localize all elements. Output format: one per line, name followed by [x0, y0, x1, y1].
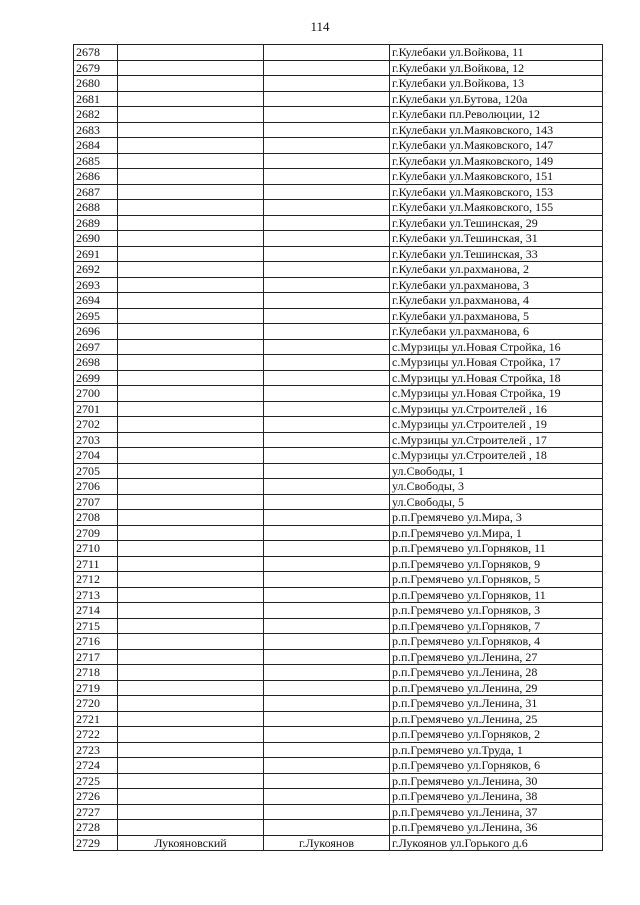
table-row [74, 448, 603, 464]
address-cell: с.Мурзицы ул.Строителей , 16 [390, 401, 603, 417]
row-number-cell: 2710 [74, 541, 118, 557]
city-cell [264, 246, 390, 262]
city-cell [264, 339, 390, 355]
row-number-cell: 2712 [74, 572, 118, 588]
row-number-cell: 2682 [74, 107, 118, 123]
table-row [74, 246, 603, 262]
row-number-cell: 2688 [74, 200, 118, 216]
address-cell: г.Кулебаки ул.рахманова, 2 [390, 262, 603, 278]
city-cell [264, 665, 390, 681]
address-cell: р.п.Гремячево ул.Ленина, 28 [390, 665, 603, 681]
row-number-cell: 2697 [74, 339, 118, 355]
table-row [74, 215, 603, 231]
row-number-cell: 2702 [74, 417, 118, 433]
city-cell [264, 727, 390, 743]
address-cell: г.Кулебаки ул.Тешинская, 31 [390, 231, 603, 247]
row-number-cell: 2687 [74, 184, 118, 200]
table-row [74, 587, 603, 603]
district-cell [118, 680, 264, 696]
district-cell [118, 215, 264, 231]
district-cell [118, 448, 264, 464]
district-cell [118, 773, 264, 789]
district-cell [118, 665, 264, 681]
table-row [74, 804, 603, 820]
address-cell: с.Мурзицы ул.Новая Стройка, 16 [390, 339, 603, 355]
district-cell [118, 76, 264, 92]
address-cell: г.Кулебаки ул.Маяковского, 151 [390, 169, 603, 185]
district-cell [118, 417, 264, 433]
table-row [74, 262, 603, 278]
address-cell: р.п.Гремячево ул.Горняков, 3 [390, 603, 603, 619]
table-row [74, 541, 603, 557]
address-cell: р.п.Гремячево ул.Горняков, 11 [390, 541, 603, 557]
address-cell: г.Кулебаки ул.Маяковского, 149 [390, 153, 603, 169]
address-cell: с.Мурзицы ул.Строителей , 17 [390, 432, 603, 448]
table-row [74, 76, 603, 92]
table-row [74, 401, 603, 417]
table-row [74, 820, 603, 836]
row-number-cell: 2679 [74, 60, 118, 76]
district-cell [118, 432, 264, 448]
address-cell: г.Кулебаки ул.Войкова, 13 [390, 76, 603, 92]
city-cell [264, 773, 390, 789]
address-cell: р.п.Гремячево ул.Ленина, 29 [390, 680, 603, 696]
city-cell [264, 510, 390, 526]
district-cell [118, 246, 264, 262]
district-cell [118, 541, 264, 557]
address-cell: р.п.Гремячево ул.Горняков, 11 [390, 587, 603, 603]
row-number-cell: 2715 [74, 618, 118, 634]
row-number-cell: 2714 [74, 603, 118, 619]
address-cell: с.Мурзицы ул.Новая Стройка, 19 [390, 386, 603, 402]
row-number-cell: 2719 [74, 680, 118, 696]
row-number-cell: 2703 [74, 432, 118, 448]
table-row [74, 308, 603, 324]
address-cell: р.п.Гремячево ул.Горняков, 9 [390, 556, 603, 572]
district-cell [118, 556, 264, 572]
row-number-cell: 2695 [74, 308, 118, 324]
address-cell: с.Мурзицы ул.Новая Стройка, 17 [390, 355, 603, 371]
table-row [74, 277, 603, 293]
district-cell [118, 153, 264, 169]
district-cell [118, 820, 264, 836]
city-cell [264, 820, 390, 836]
city-cell [264, 370, 390, 386]
row-number-cell: 2684 [74, 138, 118, 154]
row-number-cell: 2728 [74, 820, 118, 836]
table-row [74, 680, 603, 696]
row-number-cell: 2717 [74, 649, 118, 665]
address-cell: с.Мурзицы ул.Новая Стройка, 18 [390, 370, 603, 386]
row-number-cell: 2694 [74, 293, 118, 309]
row-number-cell: 2706 [74, 479, 118, 495]
city-cell: г.Лукоянов [264, 835, 390, 851]
city-cell [264, 153, 390, 169]
row-number-cell: 2680 [74, 76, 118, 92]
city-cell [264, 138, 390, 154]
row-number-cell: 2709 [74, 525, 118, 541]
district-cell [118, 804, 264, 820]
row-number-cell: 2704 [74, 448, 118, 464]
address-cell: г.Кулебаки ул.рахманова, 4 [390, 293, 603, 309]
address-cell: г.Кулебаки ул.Тешинская, 33 [390, 246, 603, 262]
address-cell: г.Кулебаки ул.рахманова, 6 [390, 324, 603, 340]
city-cell [264, 200, 390, 216]
district-cell [118, 789, 264, 805]
row-number-cell: 2692 [74, 262, 118, 278]
district-cell [118, 231, 264, 247]
table-row [74, 727, 603, 743]
city-cell [264, 91, 390, 107]
address-cell: г.Кулебаки ул.Бутова, 120а [390, 91, 603, 107]
address-cell: с.Мурзицы ул.Строителей , 19 [390, 417, 603, 433]
city-cell [264, 556, 390, 572]
district-cell [118, 277, 264, 293]
address-cell: р.п.Гремячево ул.Ленина, 27 [390, 649, 603, 665]
row-number-cell: 2720 [74, 696, 118, 712]
table-row [74, 370, 603, 386]
row-number-cell: 2683 [74, 122, 118, 138]
city-cell [264, 324, 390, 340]
city-cell [264, 758, 390, 774]
city-cell [264, 432, 390, 448]
table-row [74, 742, 603, 758]
row-number-cell: 2699 [74, 370, 118, 386]
city-cell [264, 355, 390, 371]
table-row [74, 153, 603, 169]
table-row [74, 463, 603, 479]
city-cell [264, 184, 390, 200]
row-number-cell: 2727 [74, 804, 118, 820]
address-cell: г.Кулебаки ул.Маяковского, 153 [390, 184, 603, 200]
district-cell [118, 339, 264, 355]
address-cell: ул.Свободы, 1 [390, 463, 603, 479]
table-row [74, 510, 603, 526]
table-row [74, 91, 603, 107]
table-row [74, 231, 603, 247]
city-cell [264, 479, 390, 495]
table-row [74, 696, 603, 712]
city-cell [264, 680, 390, 696]
district-cell [118, 572, 264, 588]
address-cell: г.Кулебаки ул.Маяковского, 147 [390, 138, 603, 154]
district-cell [118, 370, 264, 386]
row-number-cell: 2690 [74, 231, 118, 247]
table-row [74, 138, 603, 154]
table-row [74, 169, 603, 185]
district-cell [118, 386, 264, 402]
district-cell [118, 711, 264, 727]
city-cell [264, 494, 390, 510]
address-cell: р.п.Гремячево ул.Горняков, 2 [390, 727, 603, 743]
row-number-cell: 2707 [74, 494, 118, 510]
city-cell [264, 308, 390, 324]
table-row [74, 494, 603, 510]
row-number-cell: 2691 [74, 246, 118, 262]
row-number-cell: 2721 [74, 711, 118, 727]
row-number-cell: 2718 [74, 665, 118, 681]
district-cell [118, 60, 264, 76]
row-number-cell: 2713 [74, 587, 118, 603]
table-row [74, 432, 603, 448]
table-row [74, 835, 603, 851]
district-cell [118, 91, 264, 107]
row-number-cell: 2681 [74, 91, 118, 107]
district-cell [118, 649, 264, 665]
district-cell [118, 262, 264, 278]
district-cell [118, 122, 264, 138]
table-row [74, 386, 603, 402]
city-cell [264, 401, 390, 417]
district-cell [118, 138, 264, 154]
district-cell [118, 618, 264, 634]
address-cell: р.п.Гремячево ул.Ленина, 30 [390, 773, 603, 789]
city-cell [264, 60, 390, 76]
address-cell: р.п.Гремячево ул.Ленина, 38 [390, 789, 603, 805]
district-cell [118, 107, 264, 123]
address-cell: р.п.Гремячево ул.Ленина, 31 [390, 696, 603, 712]
row-number-cell: 2700 [74, 386, 118, 402]
address-cell: р.п.Гремячево ул.Ленина, 25 [390, 711, 603, 727]
district-cell [118, 525, 264, 541]
district-cell [118, 324, 264, 340]
address-cell: ул.Свободы, 5 [390, 494, 603, 510]
row-number-cell: 2724 [74, 758, 118, 774]
district-cell [118, 742, 264, 758]
table-row [74, 572, 603, 588]
city-cell [264, 618, 390, 634]
table-row [74, 293, 603, 309]
district-cell [118, 355, 264, 371]
table-row [74, 60, 603, 76]
address-cell: г.Лукоянов ул.Горького д.6 [390, 835, 603, 851]
address-cell: г.Кулебаки ул.Маяковского, 155 [390, 200, 603, 216]
row-number-cell: 2726 [74, 789, 118, 805]
row-number-cell: 2698 [74, 355, 118, 371]
table-row [74, 525, 603, 541]
district-cell [118, 184, 264, 200]
table-row [74, 324, 603, 340]
district-cell [118, 293, 264, 309]
address-cell: г.Кулебаки ул.Тешинская, 29 [390, 215, 603, 231]
district-cell [118, 587, 264, 603]
table-row [74, 45, 603, 61]
city-cell [264, 634, 390, 650]
district-cell [118, 200, 264, 216]
table-row [74, 339, 603, 355]
city-cell [264, 293, 390, 309]
row-number-cell: 2678 [74, 45, 118, 61]
district-cell: Лукояновский [118, 835, 264, 851]
district-cell [118, 463, 264, 479]
district-cell [118, 479, 264, 495]
district-cell [118, 45, 264, 61]
row-number-cell: 2708 [74, 510, 118, 526]
table-row [74, 649, 603, 665]
row-number-cell: 2725 [74, 773, 118, 789]
table-row [74, 773, 603, 789]
city-cell [264, 45, 390, 61]
district-cell [118, 603, 264, 619]
address-cell: р.п.Гремячево ул.Труда, 1 [390, 742, 603, 758]
table-row [74, 758, 603, 774]
district-cell [118, 308, 264, 324]
address-cell: р.п.Гремячево ул.Ленина, 37 [390, 804, 603, 820]
city-cell [264, 696, 390, 712]
district-cell [118, 696, 264, 712]
city-cell [264, 215, 390, 231]
row-number-cell: 2689 [74, 215, 118, 231]
row-number-cell: 2711 [74, 556, 118, 572]
city-cell [264, 76, 390, 92]
table-row [74, 789, 603, 805]
table-row [74, 107, 603, 123]
city-cell [264, 603, 390, 619]
address-cell: р.п.Гремячево ул.Горняков, 7 [390, 618, 603, 634]
table-row [74, 618, 603, 634]
city-cell [264, 742, 390, 758]
table-row [74, 711, 603, 727]
district-cell [118, 634, 264, 650]
city-cell [264, 448, 390, 464]
address-cell: р.п.Гремячево ул.Мира, 1 [390, 525, 603, 541]
table-row [74, 665, 603, 681]
table-row [74, 122, 603, 138]
city-cell [264, 789, 390, 805]
row-number-cell: 2701 [74, 401, 118, 417]
table-row [74, 634, 603, 650]
address-cell: ул.Свободы, 3 [390, 479, 603, 495]
table-body [74, 45, 603, 851]
district-cell [118, 727, 264, 743]
city-cell [264, 649, 390, 665]
address-cell: г.Кулебаки ул.Маяковского, 143 [390, 122, 603, 138]
row-number-cell: 2693 [74, 277, 118, 293]
city-cell [264, 169, 390, 185]
district-cell [118, 494, 264, 510]
table-row [74, 417, 603, 433]
city-cell [264, 262, 390, 278]
address-cell: г.Кулебаки ул.Войкова, 12 [390, 60, 603, 76]
row-number-cell: 2716 [74, 634, 118, 650]
address-cell: р.п.Гремячево ул.Горняков, 5 [390, 572, 603, 588]
address-cell: с.Мурзицы ул.Строителей , 18 [390, 448, 603, 464]
city-cell [264, 386, 390, 402]
city-cell [264, 587, 390, 603]
address-cell: р.п.Гремячево ул.Мира, 3 [390, 510, 603, 526]
city-cell [264, 122, 390, 138]
city-cell [264, 107, 390, 123]
city-cell [264, 231, 390, 247]
city-cell [264, 277, 390, 293]
city-cell [264, 417, 390, 433]
row-number-cell: 2705 [74, 463, 118, 479]
address-cell: р.п.Гремячево ул.Ленина, 36 [390, 820, 603, 836]
address-cell: р.п.Гремячево ул.Горняков, 4 [390, 634, 603, 650]
address-cell: г.Кулебаки ул.рахманова, 5 [390, 308, 603, 324]
district-cell [118, 401, 264, 417]
page-number: 114 [310, 19, 330, 34]
address-cell: р.п.Гремячево ул.Горняков, 6 [390, 758, 603, 774]
row-number-cell: 2685 [74, 153, 118, 169]
row-number-cell: 2722 [74, 727, 118, 743]
city-cell [264, 572, 390, 588]
table-row [74, 184, 603, 200]
district-cell [118, 510, 264, 526]
row-number-cell: 2696 [74, 324, 118, 340]
table-row [74, 200, 603, 216]
city-cell [264, 525, 390, 541]
address-cell: г.Кулебаки ул.Войкова, 11 [390, 45, 603, 61]
city-cell [264, 463, 390, 479]
row-number-cell: 2723 [74, 742, 118, 758]
city-cell [264, 541, 390, 557]
district-cell [118, 758, 264, 774]
address-table [73, 44, 603, 851]
city-cell [264, 711, 390, 727]
row-number-cell: 2729 [74, 835, 118, 851]
city-cell [264, 804, 390, 820]
table-row [74, 479, 603, 495]
address-cell: г.Кулебаки ул.рахманова, 3 [390, 277, 603, 293]
row-number-cell: 2686 [74, 169, 118, 185]
table-row [74, 603, 603, 619]
table-row [74, 556, 603, 572]
district-cell [118, 169, 264, 185]
table-row [74, 355, 603, 371]
address-cell: г.Кулебаки пл.Революции, 12 [390, 107, 603, 123]
